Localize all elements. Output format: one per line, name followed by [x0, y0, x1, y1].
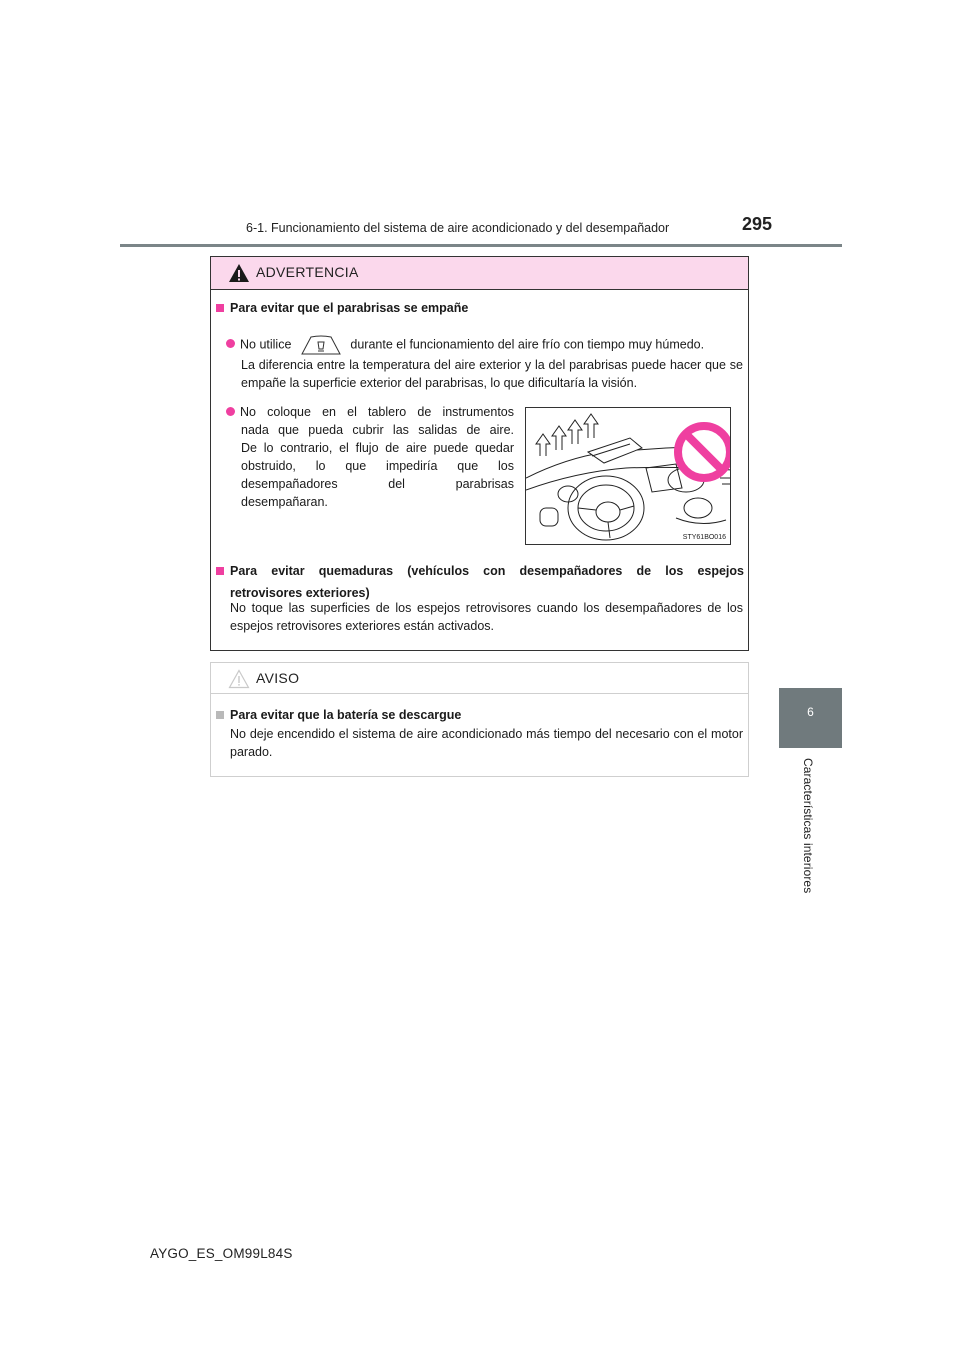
square-bullet-icon [216, 711, 224, 719]
prohibition-icon [678, 426, 730, 478]
circle-bullet-icon [226, 339, 235, 348]
bullet2-line: No coloque en el tablero de instrumentos [240, 405, 514, 419]
notice-header [211, 663, 748, 694]
warning-bullet1-body: La diferencia entre la temperatura del aire exterior y la del parabrisas puede hacer que se empañe la superficie exterior del parabrisas, lo que dificultaría la visión. [241, 358, 743, 390]
windshield-defogger-button-icon [299, 334, 343, 356]
bullet2-line: desempañadores del parabrisas [241, 477, 514, 491]
warning-header [211, 257, 748, 290]
warning-item1-heading-text: Para evitar que el parabrisas se empañe [230, 301, 469, 315]
chapter-title: Características interiores [801, 758, 815, 894]
warning-bullet2 [226, 403, 514, 511]
bullet2-line: obstruido, lo que impediría que los [241, 459, 514, 473]
warning-title: ADVERTENCIA [256, 264, 359, 280]
notice-item1-heading-text: Para evitar que la batería se descargue [230, 708, 462, 722]
caution-triangle-icon [228, 669, 250, 689]
square-bullet-icon [216, 567, 224, 575]
warning-item2-heading [216, 562, 744, 602]
notice-item1-body: No deje encendido el sistema de aire acondicionado más tiempo del necesario con el motor parado. [230, 727, 743, 759]
bullet1-text-part2: durante el funcionamiento del aire frío con tiempo muy húmedo. [350, 337, 705, 352]
warning-triangle-icon [228, 263, 250, 283]
warning-item2-body: No toque las superficies de los espejos retrovisores cuando los desempañadores de los espejos retrovisores exteriores están activados. [230, 601, 743, 633]
warning-bullet1-line [226, 334, 744, 356]
section-title: 6-1. Funcionamiento del sistema de aire acondicionado y del desempañador [246, 221, 670, 235]
warning-item2-heading-line2: retrovisores exteriores) [230, 586, 370, 600]
notice-item1-heading [216, 706, 461, 724]
chapter-number: 6 [807, 705, 814, 719]
bullet2-line: De lo contrario, el flujo de aire puede quedar [241, 441, 514, 455]
header-divider [120, 244, 842, 247]
warning-item2-heading-line1: Para evitar quemaduras (vehículos con desempañadores de los espejos [230, 564, 744, 578]
bullet2-line: nada que pueda cubrir las salidas de aire. [241, 423, 514, 437]
bullet2-line: desempañaran. [241, 495, 328, 509]
circle-bullet-icon [226, 407, 235, 416]
illustration-caption: STY61BO016 [682, 534, 726, 541]
manual-code: AYGO_ES_OM99L84S [150, 1246, 293, 1261]
dashboard-illustration [525, 407, 731, 545]
warning-item1-heading [216, 299, 468, 317]
square-bullet-icon [216, 304, 224, 312]
page-number: 295 [742, 214, 773, 234]
bullet1-text-part1: No utilice [240, 337, 292, 352]
chapter-tab [779, 688, 842, 748]
notice-title: AVISO [256, 670, 300, 686]
dashboard-airflow-drawing [526, 408, 731, 545]
